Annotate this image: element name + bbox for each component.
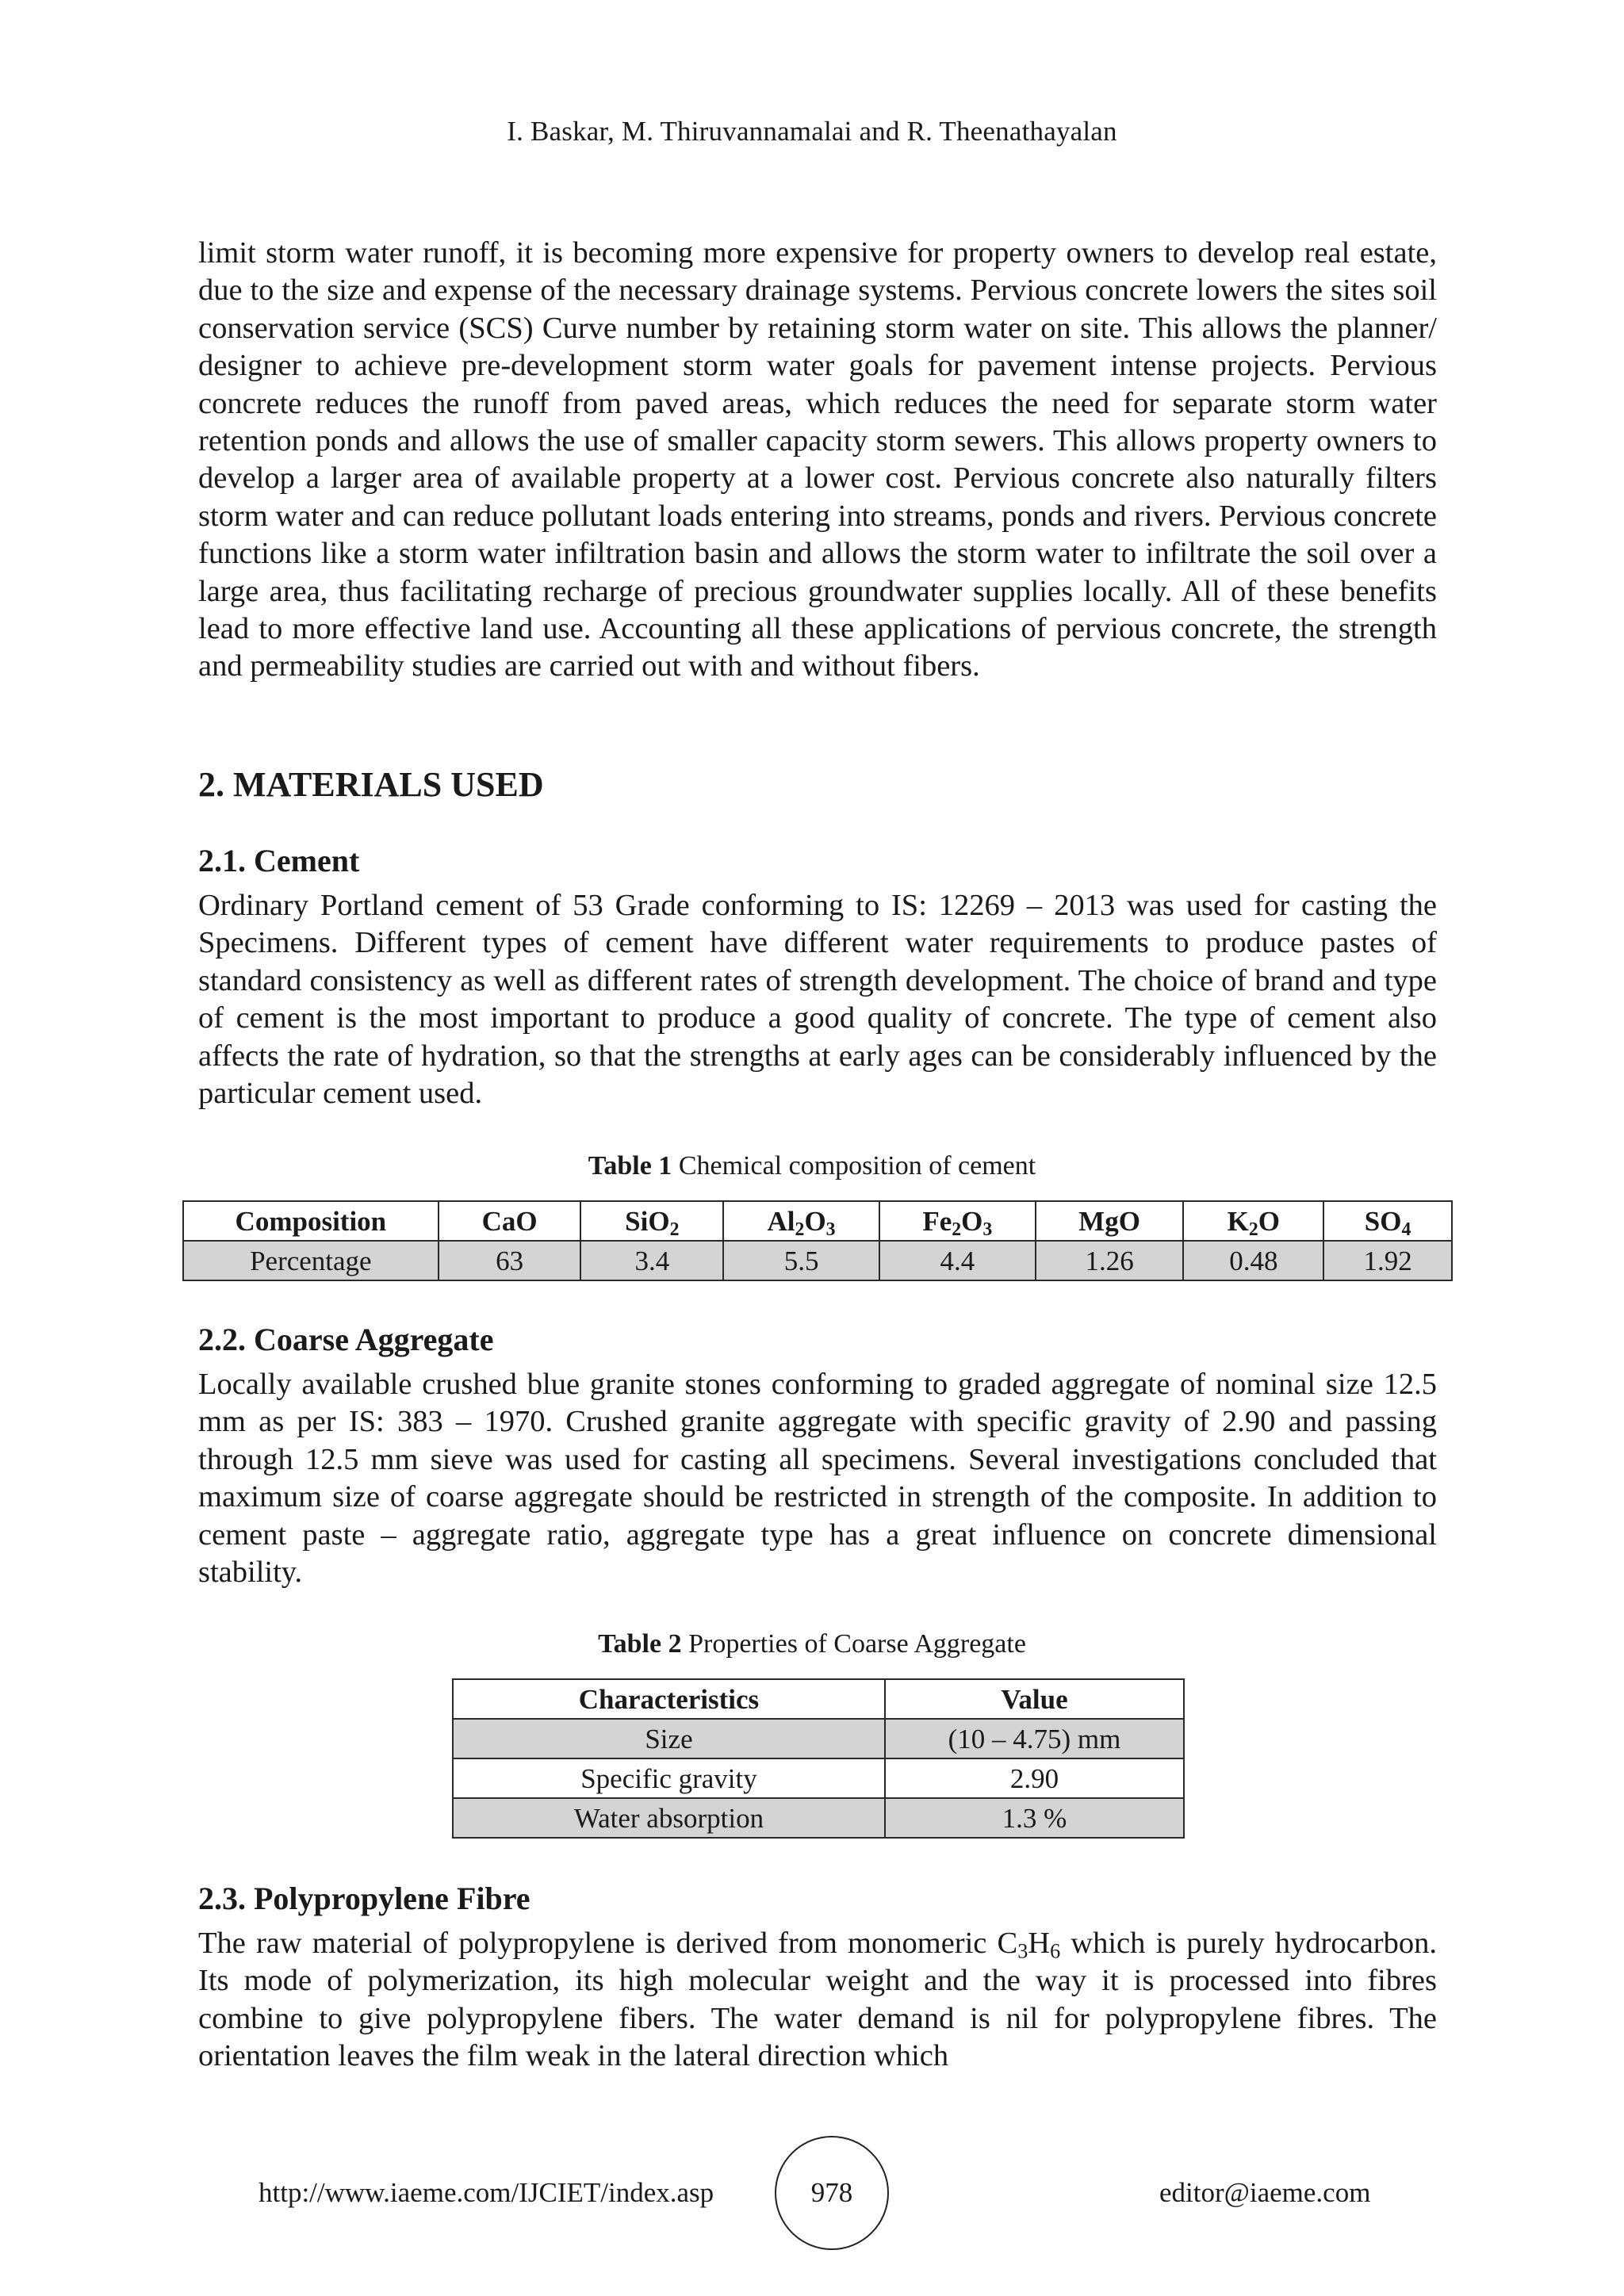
- chemical-composition-table: [182, 1200, 1453, 1281]
- running-header: I. Baskar, M. Thiruvannamalai and R. Theenathayalan: [507, 116, 1117, 147]
- compound-part: Al: [767, 1206, 795, 1237]
- cement-paragraph: Ordinary Portland cement of 53 Grade conforming to IS: 12269 – 2013 was used for casting the Specimens. Different types of cement have different water requirements to produce pastes of standard consistency as well as different rates of strength development. The choice of brand and type of cement is the most important to produce a good quality of concrete. The type of cement also affects the rate of hydration, so that the strengths at early ages can be considerably influenced by the particular cement used.: [198, 889, 1437, 1111]
- table1-row-header: Composition: [183, 1201, 439, 1241]
- compound-part: CaO: [481, 1206, 538, 1237]
- table1-header-so4: [1323, 1201, 1452, 1241]
- table1-header-al2o3: [723, 1201, 879, 1241]
- fibre-text-a: The raw material of polypropylene is derived from monomeric C: [198, 1927, 1018, 1960]
- compound-part: MgO: [1078, 1206, 1140, 1237]
- table1-value-k2o: 0.48: [1183, 1241, 1323, 1280]
- table-row: [453, 1758, 1184, 1798]
- fibre-subscript-6: 6: [1050, 1939, 1061, 1963]
- table2-header-value: Value: [885, 1679, 1184, 1719]
- table1-caption-text: Chemical composition of cement: [672, 1151, 1036, 1181]
- table1-value-al2o3: 5.5: [723, 1241, 879, 1280]
- subsection-heading-coarse-aggregate: 2.2. Coarse Aggregate: [198, 1322, 494, 1357]
- table2-caption: [0, 1627, 1624, 1662]
- table1-value-cao: 63: [439, 1241, 581, 1280]
- coarse-aggregate-paragraph: Locally available crushed blue granite stones conforming to graded aggregate of nominal size 12.5 mm as per IS: 383 – 1970. Crushed granite aggregate with specific gravity of 2.90 and passing through 12.5 mm sieve was used for casting all specimens. Several investigations concluded that maximum size of coarse aggregate should be restricted in strength of the composite. In addition to cement paste – aggregate ratio, aggregate type has a great influence on concrete dimensional stability.: [198, 1368, 1437, 1590]
- table2-cell: Specific gravity: [453, 1758, 885, 1798]
- table1-caption-label: Table 1: [588, 1151, 672, 1181]
- table1-value-mgo: 1.26: [1036, 1241, 1184, 1280]
- compound-subscript: 2: [669, 1219, 680, 1240]
- table1-header-fe2o3: [879, 1201, 1036, 1241]
- compound-part: O: [804, 1206, 826, 1237]
- page-number: 978: [775, 2136, 889, 2250]
- compound-subscript: 2: [1248, 1219, 1258, 1240]
- compound-part: O: [1258, 1206, 1280, 1237]
- footer-url-link[interactable]: http://www.iaeme.com/IJCIET/index.asp: [259, 2177, 714, 2208]
- compound-subscript: 4: [1401, 1219, 1411, 1240]
- table2-cell: Water absorption: [453, 1798, 885, 1838]
- section-heading-materials: 2. MATERIALS USED: [198, 765, 544, 804]
- compound-subscript: 3: [982, 1219, 993, 1240]
- table1-header-sio2: [580, 1201, 723, 1241]
- intro-paragraph: limit storm water runoff, it is becoming more expensive for property owners to develop real estate, due to the size and expense of the necessary drainage systems. Pervious concrete lowers the sites soil conservation service (SCS) Curve number by retaining storm water on site. This allows the planner/ designer to achieve pre-development storm water goals for pavement intense projects. Pervious concrete reduces the runoff from paved areas, which reduces the need for separate storm water retention ponds and allows the use of smaller capacity storm sewers. This allows property owners to develop a larger area of available property at a lower cost. Pervious concrete also naturally filters storm water and can reduce pollutant loads entering into streams, ponds and rivers. Pervious concrete functions like a storm water infiltration basin and allows the storm water to infiltrate the soil over a large area, thus facilitating recharge of precious groundwater supplies locally. All of these benefits lead to more effective land use. Accounting all these applications of pervious concrete, the strength and permeability studies are carried out with and without fibers.: [198, 236, 1437, 683]
- table2-cell: 1.3 %: [885, 1798, 1184, 1838]
- compound-part: SO: [1364, 1206, 1402, 1237]
- compound-part: O: [961, 1206, 983, 1237]
- table1-header-cao: [439, 1201, 581, 1241]
- fibre-text-c: which is purely hydrocarbon. Its mode of polymerization, its high molecular weight and the way it is processed into fibres combine to give polypropylene fibers. The water demand is nil for polypropylene fibres. The orientation leaves the film weak in the lateral direction which: [198, 1927, 1437, 2073]
- table1-value-sio2: 3.4: [580, 1241, 723, 1280]
- fibre-text-b: H: [1028, 1927, 1051, 1960]
- table2-cell: (10 – 4.75) mm: [885, 1719, 1184, 1758]
- table1-row-label: Percentage: [183, 1241, 439, 1280]
- table2-cell: 2.90: [885, 1758, 1184, 1798]
- table-row: [453, 1719, 1184, 1758]
- compound-subscript: 2: [795, 1219, 805, 1240]
- coarse-aggregate-properties-table: [452, 1678, 1185, 1839]
- table1-value-fe2o3: 4.4: [879, 1241, 1036, 1280]
- compound-subscript: 2: [952, 1219, 962, 1240]
- compound-part: Fe: [922, 1206, 952, 1237]
- table2-caption-text: Properties of Coarse Aggregate: [681, 1629, 1026, 1659]
- table-row: [453, 1798, 1184, 1838]
- table2-cell: Size: [453, 1719, 885, 1758]
- fibre-subscript-3: 3: [1017, 1939, 1028, 1963]
- table1-value-so4: 1.92: [1323, 1241, 1452, 1280]
- table1-caption: [0, 1149, 1624, 1184]
- table2-header-characteristics: Characteristics: [453, 1679, 885, 1719]
- table1-header-k2o: [1183, 1201, 1323, 1241]
- table1-header-mgo: [1036, 1201, 1184, 1241]
- fibre-paragraph: [198, 1925, 1437, 2076]
- compound-subscript: 3: [825, 1219, 836, 1240]
- table2-caption-label: Table 2: [598, 1629, 682, 1659]
- subsection-heading-polypropylene-fibre: 2.3. Polypropylene Fibre: [198, 1881, 530, 1916]
- footer-email-link[interactable]: editor@iaeme.com: [1159, 2177, 1371, 2208]
- subsection-heading-cement: 2.1. Cement: [198, 843, 360, 878]
- compound-part: SiO: [625, 1206, 670, 1237]
- compound-part: K: [1227, 1206, 1249, 1237]
